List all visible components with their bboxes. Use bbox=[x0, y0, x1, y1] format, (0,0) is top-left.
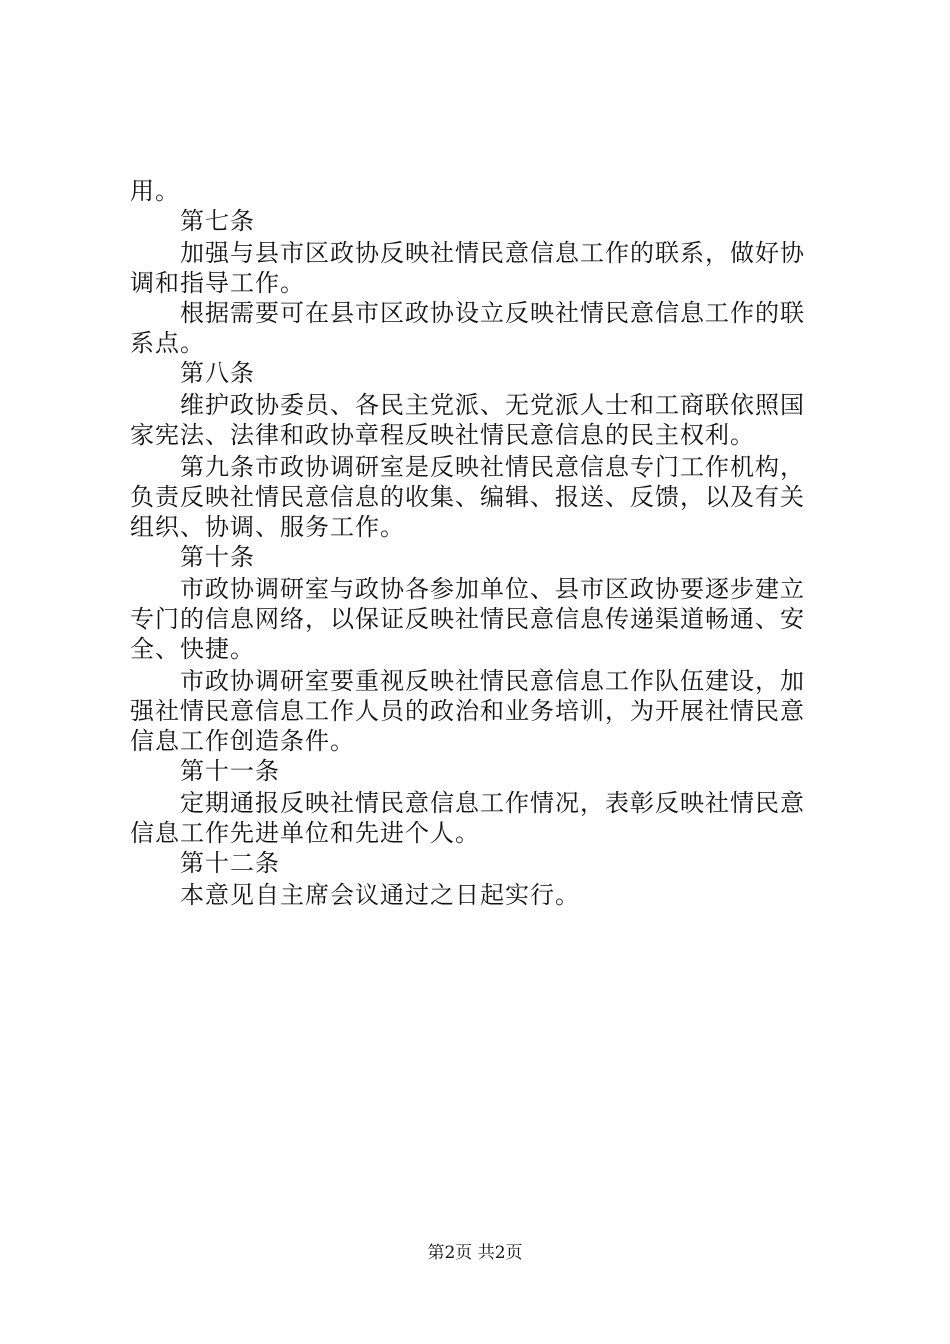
text-line: 加强与县市区政协反映社情民意信息工作的联系，做好协 bbox=[180, 239, 805, 267]
page-footer: 第2页 共2页 bbox=[427, 1243, 523, 1263]
text-line: 维护政协委员、各民主党派、无党派人士和工商联依照国 bbox=[180, 391, 805, 419]
text-line: 本意见自主席会议通过之日起实行。 bbox=[180, 881, 580, 909]
text-line: 根据需要可在县市区政协设立反映社情民意信息工作的联 bbox=[180, 299, 805, 327]
text-line: 全、快捷。 bbox=[130, 635, 255, 663]
article-heading: 第十条 bbox=[180, 543, 255, 571]
text-line: 组织、协调、服务工作。 bbox=[130, 513, 405, 541]
text-line: 专门的信息网络，以保证反映社情民意信息传递渠道畅通、安 bbox=[130, 605, 805, 633]
text-line: 强社情民意信息工作人员的政治和业务培训，为开展社情民意 bbox=[130, 697, 805, 725]
text-line: 信息工作创造条件。 bbox=[130, 727, 355, 755]
article-heading: 第十二条 bbox=[180, 849, 280, 877]
article-heading: 第十一条 bbox=[180, 757, 280, 785]
text-line: 信息工作先进单位和先进个人。 bbox=[130, 819, 480, 847]
text-line: 市政协调研室要重视反映社情民意信息工作队伍建设，加 bbox=[180, 667, 805, 695]
text-line: 负责反映社情民意信息的收集、编辑、报送、反馈，以及有关 bbox=[130, 483, 805, 511]
text-line: 用。 bbox=[130, 177, 180, 205]
text-line: 市政协调研室与政协各参加单位、县市区政协要逐步建立 bbox=[180, 575, 805, 603]
text-line: 家宪法、法律和政协章程反映社情民意信息的民主权利。 bbox=[130, 421, 755, 449]
article-heading: 第七条 bbox=[180, 207, 255, 235]
text-line: 第九条市政协调研室是反映社情民意信息专门工作机构， bbox=[180, 453, 805, 481]
text-line: 调和指导工作。 bbox=[130, 269, 305, 297]
text-line: 定期通报反映社情民意信息工作情况，表彰反映社情民意 bbox=[180, 789, 805, 817]
article-heading: 第八条 bbox=[180, 359, 255, 387]
text-line: 系点。 bbox=[130, 329, 205, 357]
